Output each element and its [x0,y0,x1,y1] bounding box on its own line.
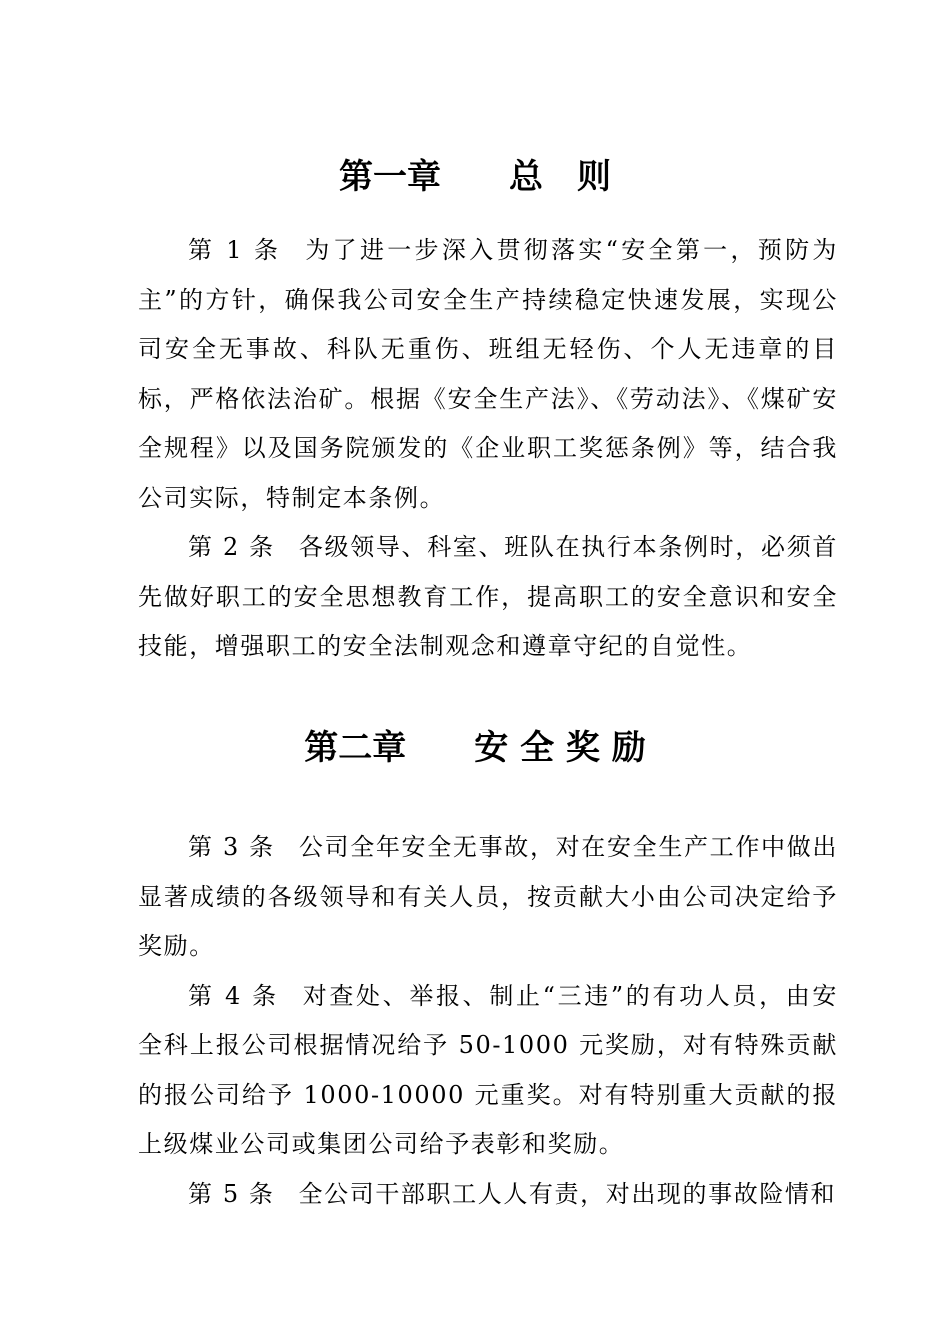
chapter-2-body [138,823,838,1219]
article-5-text: 全公司干部职工人人有责，对出现的事故险情和 [298,1179,837,1208]
article-3 [138,823,838,972]
article-4-text: 对查处、举报、制止“三违”的有功人员，由安全科上报公司根据情况给予 50-1000 元奖励，对有特殊贡献的报公司给予 1000-10000 元重奖。对有特别重大贡献的报上级煤业公司或集团公司给予表彰和奖励。 [138,981,838,1158]
chapter-1-title: 第一章 总 则 [339,157,611,197]
article-1-number: 第 1 条 [188,236,282,264]
article-3-text: 公司全年安全无事故，对在安全生产工作中做出显著成绩的各级领导和有关人员，按贡献大小由公司决定给予奖励。 [138,833,838,960]
article-1-text: 为了进一步深入贯彻落实“安全第一，预防为主”的方针，确保我公司安全生产持续稳定快速发展，实现公司安全无事故、科队无重伤、班组无轻伤、个人无违章的目标，严格依法治矿。根据《安全生产法》、《劳动法》、《煤矿安全规程》以及国务院颁发的《企业职工奖惩条例》等，结合我公司实际，特制定本条例。 [138,236,838,512]
chapter-2-title: 第二章 安 全 奖 励 [304,728,646,768]
article-5-number: 第 5 条 [188,1179,275,1208]
article-2 [138,523,838,672]
article-5 [138,1170,838,1220]
chapter-1-body [138,226,838,672]
article-2-number: 第 2 条 [188,533,275,561]
article-2-text: 各级领导、科室、班队在执行本条例时，必须首先做好职工的安全思想教育工作，提高职工的安全意识和安全技能，增强职工的安全法制观念和遵章守纪的自觉性。 [138,533,838,660]
article-4 [138,972,838,1170]
article-3-number: 第 3 条 [188,833,275,861]
article-1 [138,226,838,523]
article-4-number: 第 4 条 [188,981,279,1010]
